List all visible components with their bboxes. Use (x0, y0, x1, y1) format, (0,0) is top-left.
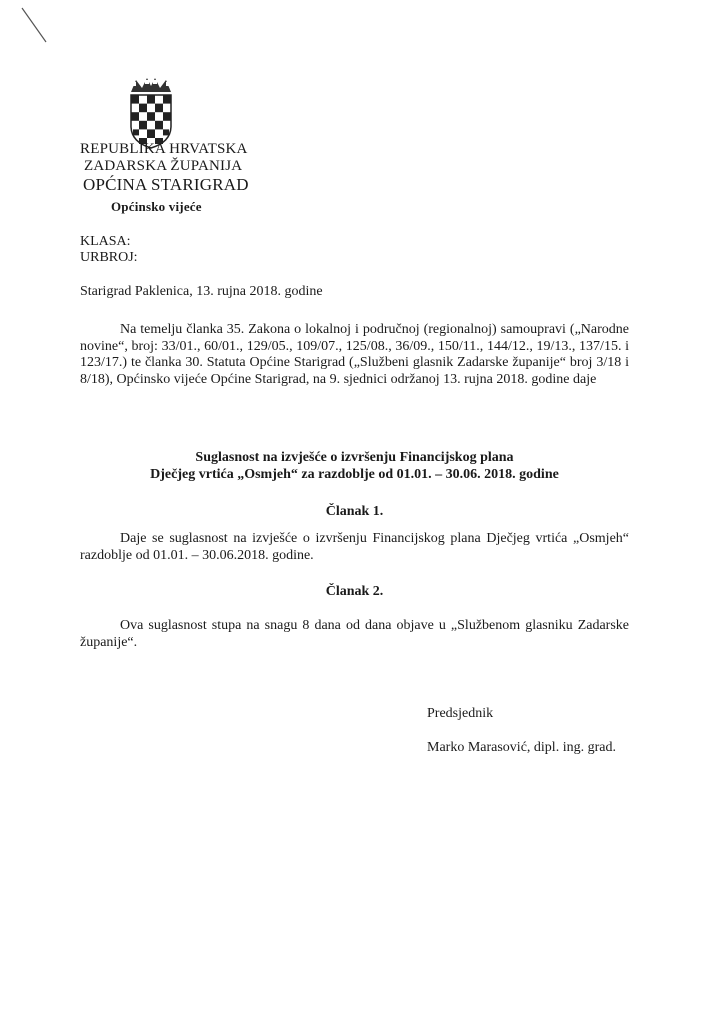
coat-of-arms-icon (128, 76, 174, 150)
article-1-heading: Članak 1. (325, 504, 384, 519)
scan-mark (18, 6, 58, 46)
article-2-heading: Članak 2. (325, 584, 384, 599)
county-name: ZADARSKA ŽUPANIJA (84, 158, 243, 174)
place-date: Starigrad Paklenica, 13. rujna 2018. godine (80, 284, 323, 299)
council-name: Općinsko vijeće (111, 199, 202, 214)
republic-name: REPUBLIKA HRVATSKA (80, 141, 248, 157)
document-title-line-2: Dječjeg vrtića „Osmjeh“ za razdoblje od 01.01. – 30.06. 2018. godine (150, 467, 559, 482)
article-2-text: Ova suglasnost stupa na snagu 8 dana od dana objave u „Službenom glasniku Zadarske županije“. (80, 618, 629, 650)
document-title-line-1: Suglasnost na izvješće o izvršenju Financijskog plana (195, 450, 514, 465)
urbroj-label: URBROJ: (80, 250, 138, 265)
municipality-name: OPĆINA STARIGRAD (83, 175, 249, 194)
klasa-label: KLASA: (80, 234, 131, 249)
article-1-text: Daje se suglasnost na izvješće o izvršenju Financijskog plana Dječjeg vrtića „Osmjeh“ razdoblje od 01.01. – 30.06.2018. godine. (80, 531, 629, 563)
intro-paragraph: Na temelju članka 35. Zakona o lokalnoj i područnoj (regionalnoj) samoupravi („Narodne novine“, broj: 33/01., 60/01., 129/05., 109/07., 125/08., 36/09., 150/11., 144/12., 19/13., 137/15. i 123/17.) te članka 30. Statuta Općine Starigrad („Službeni glasnik Zadarske županije“ broj 3/18 i 8/18), Općinsko vijeće Općine Starigrad, na 9. sjednici održanoj 13. rujna 2018. godine daje (80, 322, 629, 387)
signature-name: Marko Marasović, dipl. ing. grad. (427, 740, 616, 755)
signature-title: Predsjednik (427, 706, 494, 721)
